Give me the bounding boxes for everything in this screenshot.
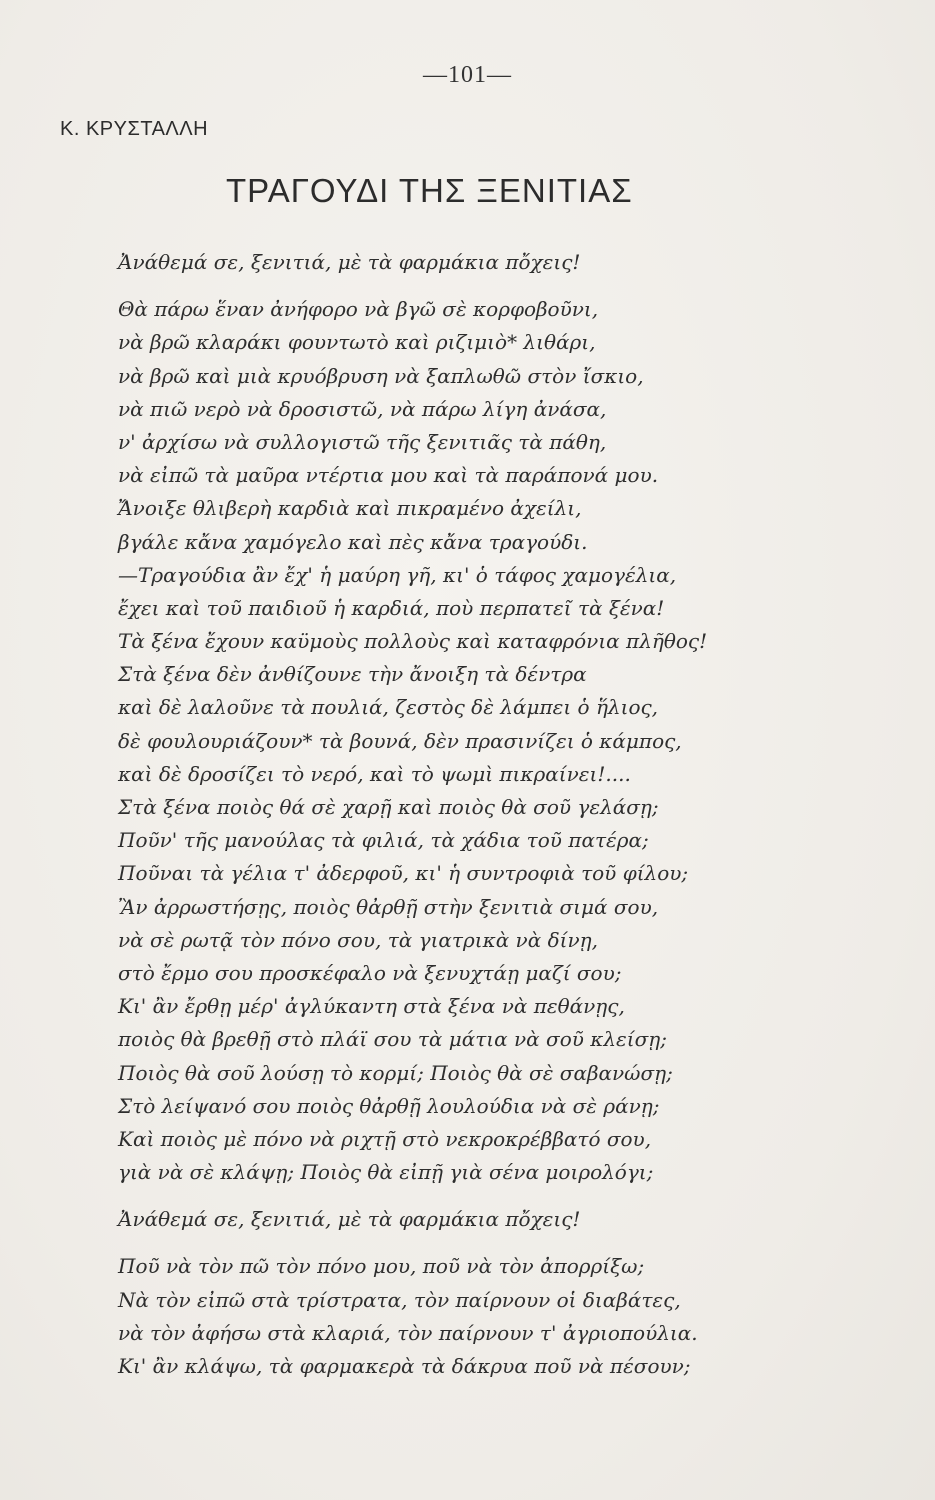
poem-line: Κι' ἂν ἔρθῃ μέρ' ἀγλύκαντη στὰ ξένα νὰ πεθάνῃς, — [118, 994, 625, 1019]
poem-line: ἔχει καὶ τοῦ παιδιοῦ ἡ καρδιά, ποὺ περπατεῖ τὰ ξένα! — [118, 595, 665, 620]
stanza-gap — [118, 1236, 908, 1250]
poem-line: Στὰ ξένα ποιὸς θά σὲ χαρῇ καὶ ποιὸς θὰ σοῦ γελάσῃ; — [118, 795, 659, 819]
poem-line: Τὰ ξένα ἔχουν καϋμοὺς πολλοὺς καὶ καταφρόνια πλῆθος! — [118, 629, 708, 654]
poem-line: Θὰ πάρω ἕναν ἀνήφορο νὰ βγῶ σὲ κορφοβοῦνι, — [118, 297, 599, 322]
poem-line: νὰ βρῶ κλαράκι φουντωτὸ καὶ ριζιμιὸ* λιθάρι, — [118, 330, 596, 355]
stanza — [118, 293, 908, 1189]
poem-line: Ποῦναι τὰ γέλια τ' ἀδερφοῦ, κι' ἡ συντροφιὰ τοῦ φίλου; — [118, 861, 689, 886]
stanza — [118, 1250, 908, 1383]
poem-line: καὶ δὲ δροσίζει τὸ νερό, καὶ τὸ ψωμὶ πικραίνει!.... — [118, 761, 631, 786]
stanza-gap — [118, 1189, 908, 1203]
poem-line: Καὶ ποιὸς μὲ πόνο νὰ ριχτῇ στὸ νεκροκρέββατό σου, — [118, 1126, 652, 1151]
poem-title: ΤΡΑΓΟΥΔΙ ΤΗΣ ΞΕΝΙΤΙΑΣ — [226, 172, 633, 209]
stanza — [118, 1203, 908, 1236]
poem-body — [118, 246, 908, 1383]
author-name: Κ. ΚΡΥΣΤΑΛΛΗ — [60, 118, 209, 140]
poem-line: Ποῦν' τῆς μανούλας τὰ φιλιά, τὰ χάδια τοῦ πατέρα; — [118, 828, 649, 853]
poem-line: νὰ πιῶ νερὸ νὰ δροσιστῶ, νὰ πάρω λίγη ἀνάσα, — [118, 396, 607, 421]
poem-line: καὶ δὲ λαλοῦνε τὰ πουλιά, ζεστὸς δὲ λάμπει ὁ ἥλιος, — [118, 695, 659, 720]
poem-line: ν' ἀρχίσω νὰ συλλογιστῶ τῆς ξενιτιᾶς τὰ πάθη, — [118, 429, 607, 454]
page-number: —101— — [423, 62, 512, 88]
poem-line: νὰ εἰπῶ τὰ μαῦρα ντέρτια μου καὶ τὰ παράπονά μου. — [118, 463, 659, 488]
poem-line: Ἄνοιξε θλιβερὴ καρδιὰ καὶ πικραμένο ἀχείλι, — [118, 496, 582, 521]
poem-line: Ἀνάθεμά σε, ξενιτιά, μὲ τὰ φαρμάκια πὄχεις! — [118, 250, 581, 274]
poem-line: βγάλε κἄνα χαμόγελο καὶ πὲς κἄνα τραγούδι. — [118, 529, 588, 554]
stanza — [118, 246, 908, 279]
poem-line: δὲ φουλουριάζουν* τὰ βουνά, δὲν πρασινίζει ὁ κάμπος, — [118, 728, 682, 753]
poem-line: ποιὸς θὰ βρεθῇ στὸ πλάϊ σου τὰ μάτια νὰ σοῦ κλείσῃ; — [118, 1027, 667, 1052]
poem-line: Κι' ἂν κλάψω, τὰ φαρμακερὰ τὰ δάκρυα ποῦ νὰ πέσουν; — [118, 1354, 691, 1378]
poem-line: Στὸ λείψανό σου ποιὸς θἀρθῇ λουλούδια νὰ σὲ ράνῃ; — [118, 1093, 660, 1118]
poem-line: —Τραγούδια ἂν ἔχ' ἡ μαύρη γῆ, κι' ὁ τάφος χαμογέλια, — [118, 562, 677, 587]
stanza-gap — [118, 279, 908, 293]
poem-line: Ποῦ νὰ τὸν πῶ τὸν πόνο μου, ποῦ νὰ τὸν ἀπορρίξω; — [118, 1254, 645, 1279]
poem-line: Ποιὸς θὰ σοῦ λούσῃ τὸ κορμί; Ποιὸς θὰ σὲ σαβανώσῃ; — [118, 1060, 673, 1085]
poem-line: νὰ τὸν ἀφήσω στὰ κλαριά, τὸν παίρνουν τ' ἀγριοπούλια. — [118, 1320, 698, 1345]
poem-line: Ἀνάθεμά σε, ξενιτιά, μὲ τὰ φαρμάκια πὄχεις! — [118, 1207, 581, 1232]
poem-line: Νὰ τὸν εἰπῶ στὰ τρίστρατα, τὸν παίρνουν οἱ διαβάτες, — [118, 1287, 681, 1312]
poem-line: στὸ ἔρμο σου προσκέφαλο νὰ ξενυχτάῃ μαζί σου; — [118, 960, 622, 985]
poem-line: νὰ βρῶ καὶ μιὰ κρυόβρυση νὰ ξαπλωθῶ στὸν ἴσκιο, — [118, 363, 644, 388]
poem-line: Ἂν ἀρρωστήσῃς, ποιὸς θἀρθῇ στὴν ξενιτιὰ σιμά σου, — [118, 894, 659, 919]
poem-line: Στὰ ξένα δὲν ἀνθίζουνε τὴν ἄνοιξη τὰ δέντρα — [118, 662, 587, 687]
poem-line: νὰ σὲ ρωτᾷ τὸν πόνο σου, τὰ γιατρικὰ νὰ δίνῃ, — [118, 927, 598, 952]
poem-line: γιὰ νὰ σὲ κλάψῃ; Ποιὸς θὰ εἰπῇ γιὰ σένα μοιρολόγι; — [118, 1160, 654, 1185]
